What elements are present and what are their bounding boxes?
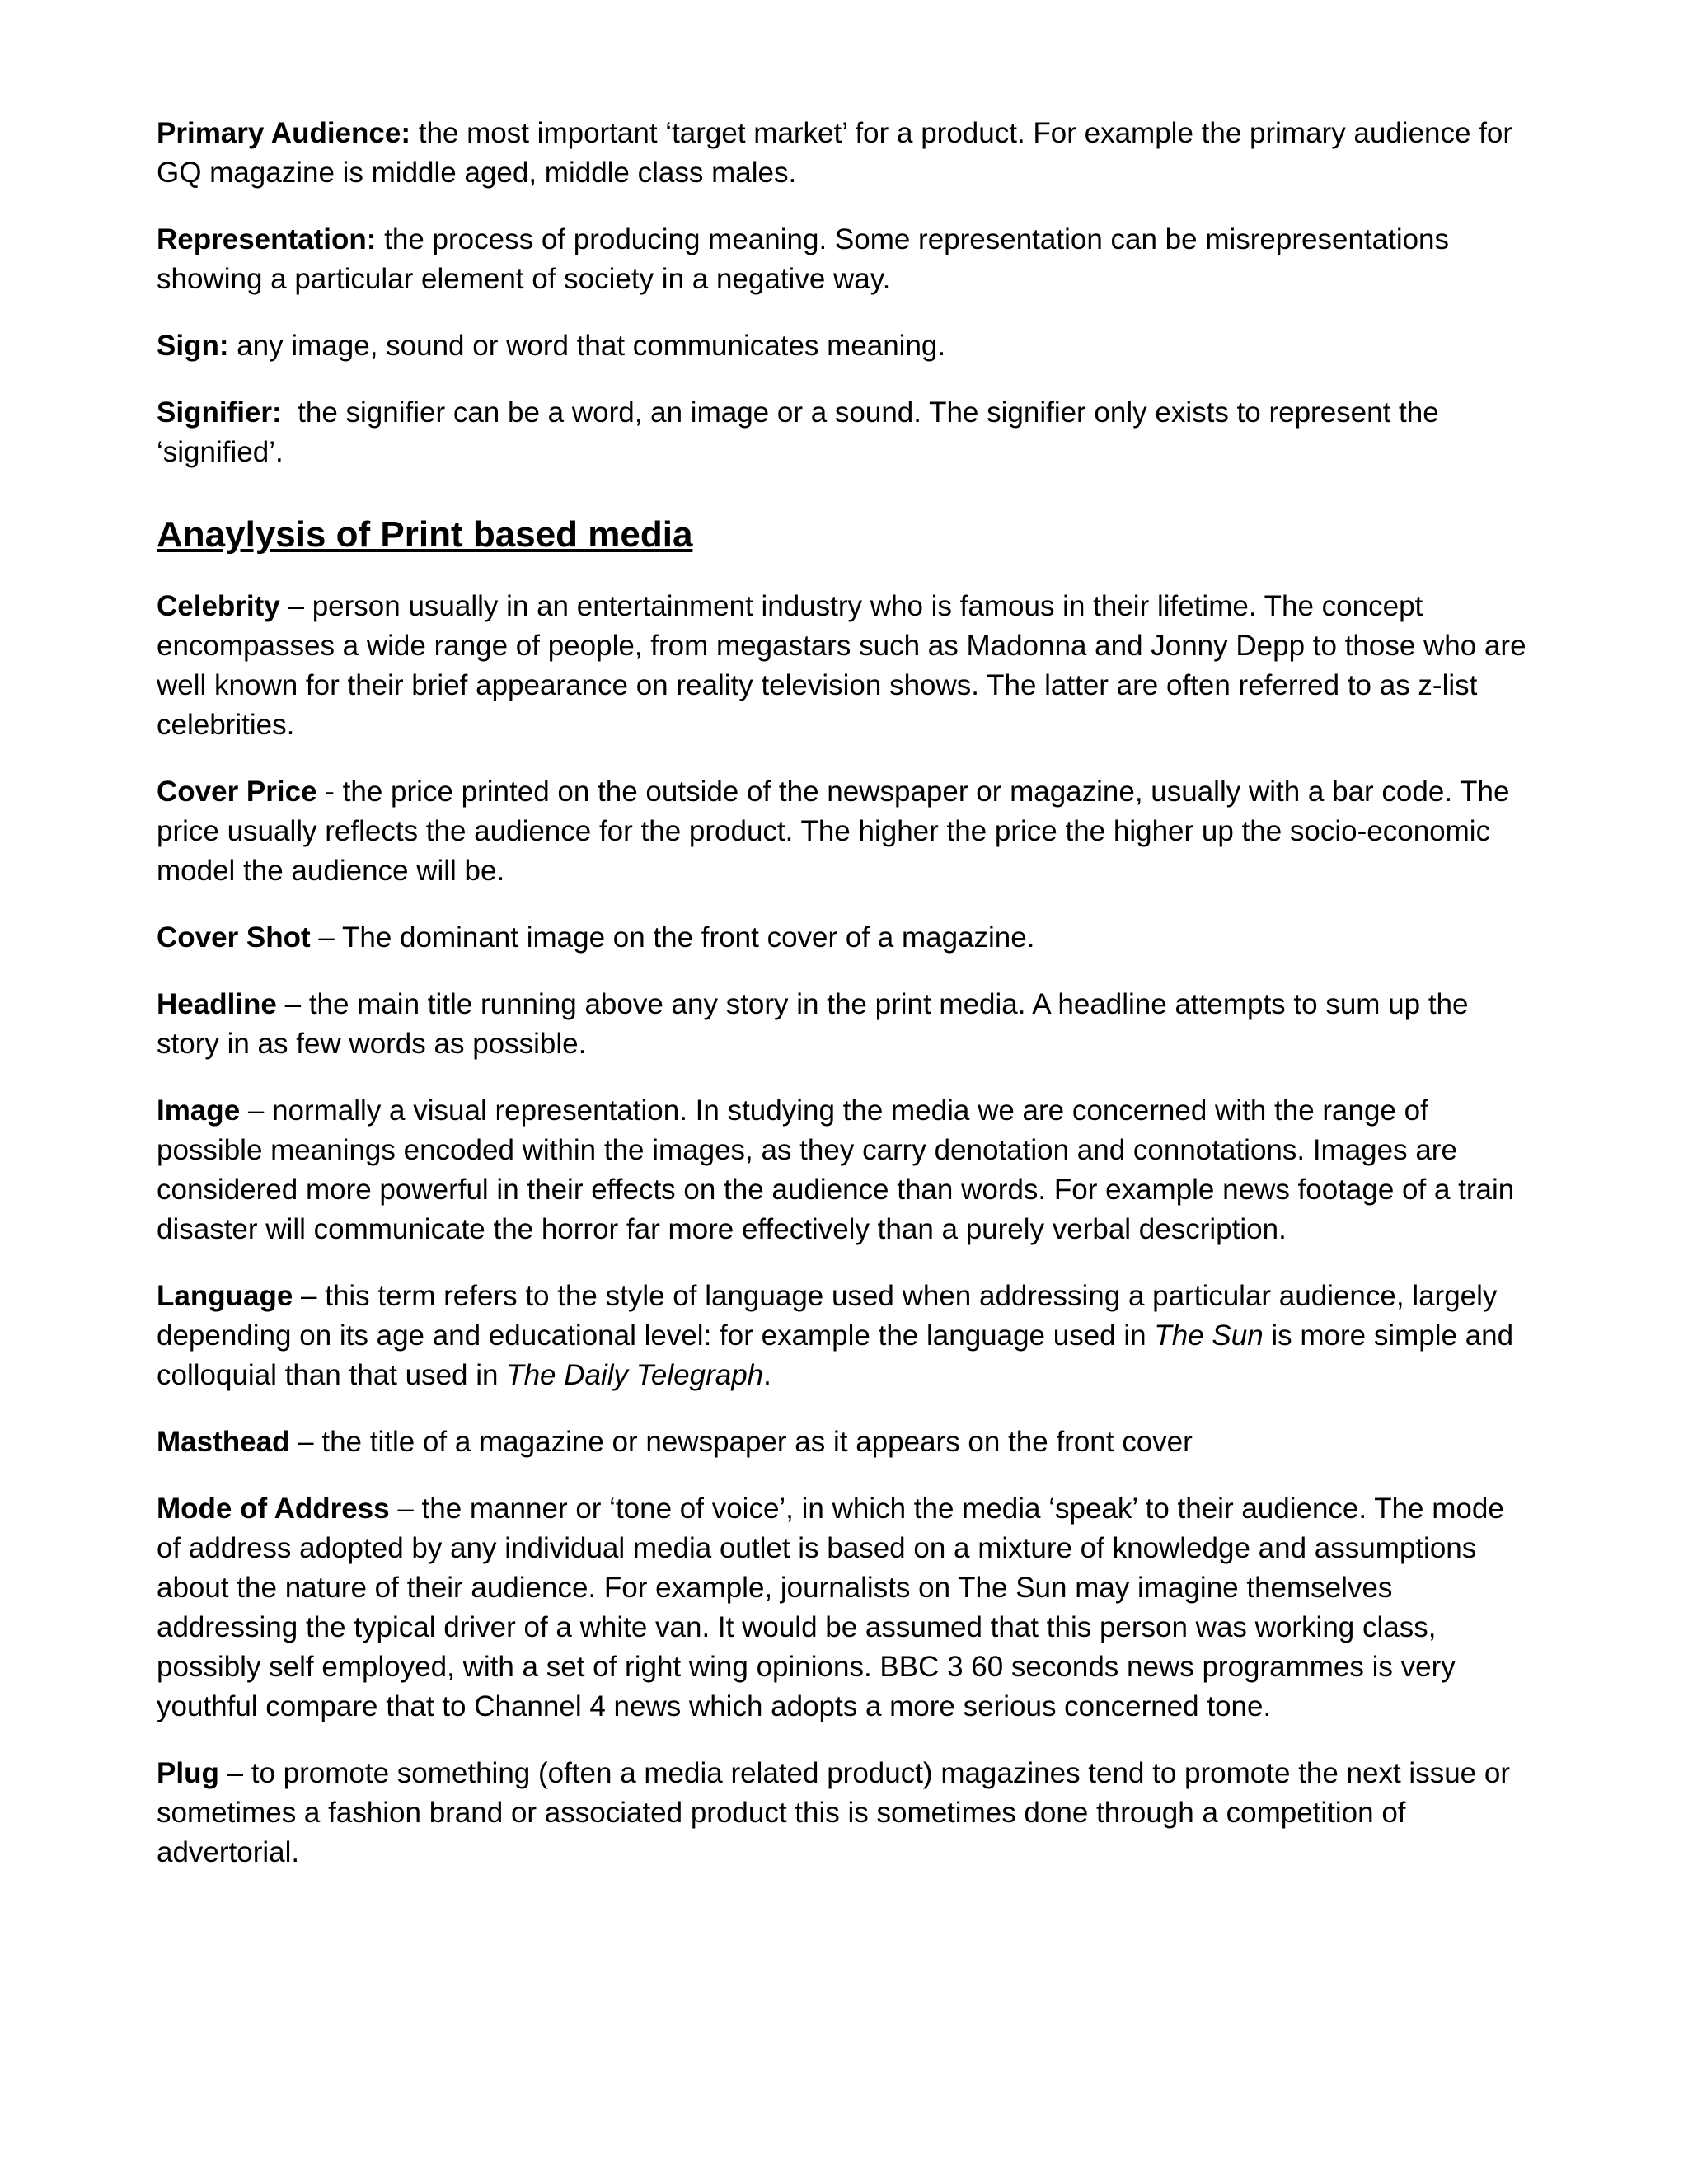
glossary-entry-headline	[157, 985, 1533, 1064]
glossary-definition: normally a visual representation. In studying the media we are concerned with the range of possible meanings encoded within the images, as they carry denotation and connotations. Images are considered more powerful in their effects on the audience than words. For example news footage of a train disaster will communicate the horror far more effectively than a purely verbal description.	[157, 1094, 1515, 1245]
newspaper-title: The Daily Telegraph	[506, 1359, 764, 1391]
glossary-definition: is more simple and colloquial than that used in	[157, 1319, 1514, 1391]
glossary-definition: any image, sound or word that communicates meaning.	[237, 330, 946, 362]
glossary-term: Representation:	[157, 223, 377, 255]
term-separator: –	[389, 1493, 422, 1525]
glossary-definition: the manner or ‘tone of voice’, in which the media ‘speak’ to their audience. The mode of address adopted by any individual media outlet is based on a mixture of knowledge and assumptions about the nature of their audience. For example, journalists on The Sun may imagine themselves addressing the typical driver of a white van. It would be assumed that this person was working class, possibly self employed, with a set of right wing opinions. BBC 3 60 seconds news programmes is very youthful compare that to Channel 4 news which adopts a more serious concerned tone.	[157, 1493, 1504, 1722]
glossary-definition: The dominant image on the front cover of a magazine.	[341, 921, 1035, 954]
glossary-entry-cover-price	[157, 772, 1533, 891]
glossary-entry-image	[157, 1091, 1533, 1249]
term-separator: –	[279, 590, 312, 622]
glossary-definition: this term refers to the style of language used when addressing a particular audience, largely depending on its age and educational level: for example the language used in	[157, 1280, 1498, 1352]
glossary-term: Image	[157, 1094, 241, 1127]
term-separator	[410, 117, 419, 149]
glossary-entry-language	[157, 1277, 1533, 1395]
glossary-entry-plug	[157, 1754, 1533, 1872]
glossary-term: Celebrity	[157, 590, 280, 622]
glossary-term: Headline	[157, 988, 277, 1020]
term-separator: -	[316, 776, 343, 808]
term-separator: –	[310, 921, 342, 954]
glossary-term: Signifier:	[157, 396, 282, 429]
glossary-definition: the most important ‘target market’ for a product. For example the primary audience for GQ magazine is middle aged, middle class males.	[157, 117, 1513, 189]
glossary-entry-representation	[157, 220, 1533, 299]
term-separator: –	[240, 1094, 273, 1127]
glossary-term: Primary Audience:	[157, 117, 410, 149]
term-separator	[228, 330, 237, 362]
newspaper-title: The Sun	[1154, 1319, 1264, 1352]
glossary-term: Plug	[157, 1757, 219, 1789]
term-separator	[376, 223, 384, 255]
glossary-entry-sign	[157, 326, 1533, 366]
glossary-term: Sign:	[157, 330, 229, 362]
term-separator: –	[218, 1757, 251, 1789]
glossary-definition: the process of producing meaning. Some representation can be misrepresentations showing a particular element of society in a negative way.	[157, 223, 1450, 295]
glossary-term: Language	[157, 1280, 293, 1312]
glossary-entry-cover-shot	[157, 918, 1533, 958]
glossary-definition: the price printed on the outside of the newspaper or magazine, usually with a bar code. The price usually reflects the audience for the product. The higher the price the higher up the socio-economic model the audience will be.	[157, 776, 1510, 887]
glossary-term: Mode of Address	[157, 1493, 390, 1525]
glossary-definition: .	[763, 1359, 771, 1391]
term-separator: –	[289, 1426, 322, 1458]
section-heading: Anaylysis of Print based media	[157, 514, 693, 555]
glossary-definition: the main title running above any story in the print media. A headline attempts to sum up the story in as few words as possible.	[157, 988, 1469, 1060]
term-separator: –	[293, 1280, 326, 1312]
glossary-term: Cover Shot	[157, 921, 311, 954]
glossary-entry-signifier	[157, 393, 1533, 472]
glossary-entry-masthead	[157, 1422, 1533, 1462]
glossary-definition: the signifier can be a word, an image or a sound. The signifier only exists to represent the ‘signified’.	[157, 396, 1439, 468]
glossary-definition: the title of a magazine or newspaper as it appears on the front cover	[321, 1426, 1193, 1458]
glossary-term: Cover Price	[157, 776, 317, 808]
glossary-term: Masthead	[157, 1426, 290, 1458]
glossary-entry-primary-audience	[157, 114, 1533, 193]
term-separator: –	[276, 988, 309, 1020]
term-separator	[282, 396, 298, 429]
document-page	[157, 114, 1533, 1900]
glossary-entry-celebrity	[157, 587, 1533, 745]
glossary-definition: person usually in an entertainment industry who is famous in their lifetime. The concept encompasses a wide range of people, from megastars such as Madonna and Jonny Depp to those who are well known for their brief appearance on reality television shows. The latter are often referred to as z-list celebrities.	[157, 590, 1526, 741]
glossary-definition: to promote something (often a media related product) magazines tend to promote the next issue or sometimes a fashion brand or associated product this is sometimes done through a competition of advertorial.	[157, 1757, 1510, 1868]
glossary-entry-mode-of-address	[157, 1489, 1533, 1727]
